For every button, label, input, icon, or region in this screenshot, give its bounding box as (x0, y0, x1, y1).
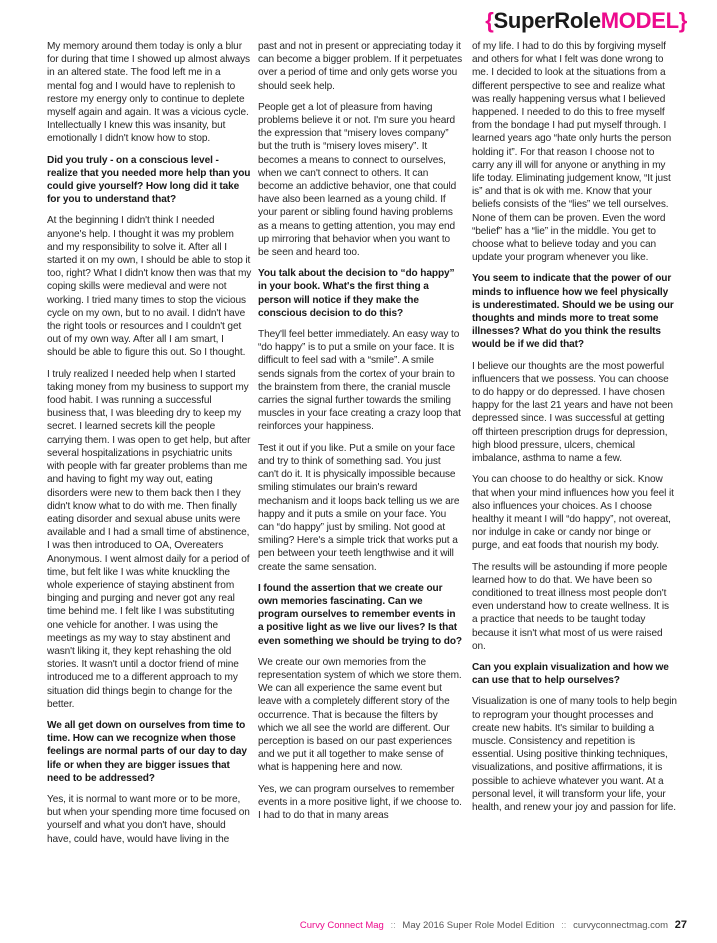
article-column-3 (472, 40, 677, 822)
article-column-2 (258, 40, 463, 830)
interview-answer: Yes, we can program ourselves to remember events in a more positive light, if we choose to. I had to do that in many areas (258, 783, 462, 821)
footer-website: curvyconnectmag.com (573, 920, 669, 931)
footer-magazine-name: Curvy Connect Mag (299, 920, 384, 931)
interview-answer: I believe our thoughts are the most powerful influencers that we possess. You can choose to do happy or do depressed. I have chosen happy for the last 21 years and have not been depressed since. I was successful at getting off thirteen prescription drugs for depression, high blood pressure, ulcers, chemical imbalance, asthma to name a few. (472, 360, 673, 465)
interview-answer: of my life. I had to do this by forgiving myself and others for what I felt was done wrong to me. I decided to look at the situations from a different perspective to see and realize what was really happening versus what I believed happened. I needed to do this to free myself from the bondage I had put myself through. I learned years ago “hate only hurts the person holding it”. For that reason I choose not to carry any ill will for anyone or anything in my life today. Eliminating judgement know, “It just is” and that is ok with me. Know that your beliefs consists of the “lies” we tell ourselves. None of them can be proven. Even the word “belief” has a “lie” in the middle. You get to choose what to believe today and you can update your program whenever you like. (472, 41, 672, 264)
interview-question: I found the assertion that we create our own memories fascinating. Can we program ourselves to remember events in a positive light as we live our lives? Is that even something we should be trying to do? (258, 582, 462, 647)
interview-question: Can you explain visualization and how we can use that to help ourselves? (472, 661, 669, 687)
interview-answer: At the beginning I didn't think I needed anyone's help. I thought it was my problem and my responsibility to solve it. After all I started it on my own, I should be able to stop it too, right? What I didn't know then was that my coping skills were medieval and were not working. I tried many times to stop the vicious cycle on my own, but to no avail. I didn't have the right tools or resources and I couldn't get out of my own way. After all I am smart, I should be able to figure this out. So I thought. (47, 215, 252, 359)
interview-question: We all get down on ourselves from time to time. How can we recognize when those feelings are normal parts of our day to day life or when they are bigger issues that need to be addressed? (47, 719, 247, 784)
article-column-1 (47, 40, 252, 854)
interview-answer: We create our own memories from the representation system of which we store them. We can all experience the same event but leave with a completely different story of the occurrence. That is because the filters by which we all see the world are different. Our perception is based on our past experiences and we put it all together to make sense of what is happening here and now. (258, 656, 462, 774)
brand-model-text: MODEL (600, 8, 679, 33)
interview-answer: They'll feel better immediately. An easy way to “do happy” is to put a smile on your face. It is difficult to feel sad with a “smile”. A smile sends signals from the cortex of your brain to the brainstem from there, the cranial muscle carries the signal further towards the smiling muscles in your face creating a crazy loop that reinforces your happiness. (258, 329, 461, 433)
interview-answer: past and not in present or appreciating today it can become a bigger problem. If it perpetuates over a period of time and only gets worse you should seek help. (258, 41, 463, 92)
interview-question: You seem to indicate that the power of our minds to influence how we feel physically is underestimated. Should we be using our thoughts and minds more to treat some illnesses? What do you think the results would be if we did that? (472, 273, 674, 351)
interview-answer: People get a lot of pleasure from having problems believe it or not. I'm sure you heard the expression that “misery loves company” but the truth is “misery loves misery”. It becomes a means to connect to ourselves, when we can't connect to others. It can become an addictive behavior, one that could have also been learned as a young child. If your parent or sibling found having problems as a means to getting attention, you may end up mirroring that behavior when you want to be seen and heard too. (258, 101, 457, 259)
footer-separator: :: (561, 920, 567, 931)
brand-close-brace: } (678, 8, 687, 33)
interview-answer: Visualization is one of many tools to help begin to reprogram your thought processes and create new habits. It's similar to building a muscle. Consistency and repetition is essential. Using positive thinking techniques, visualizations, and positive affirmations, it is possible to achieve whatever you want. At a personal level, it will transform your life, your health, and renew your joy and passion for life. (472, 696, 677, 813)
brand-open-brace: { (485, 8, 494, 33)
interview-answer: Yes, it is normal to want more or to be more, but when your spending more time focused on yourself and what you don't have, should have, could have, would have living in the (47, 793, 250, 845)
interview-answer: The results will be astounding if more people learned how to do that. We have been so conditioned to treat illness most people don't even understand how to create wellness. It is a practice that needs to be taught today because it isn't what most of us were raised on. (472, 561, 669, 652)
interview-question: You talk about the decision to “do happy” in your book. What's the first thing a person will notice if they make the conscious decision to do this? (258, 268, 455, 319)
footer-separator: :: (390, 920, 396, 931)
interview-question: Did you truly - on a conscious level - realize that you needed more help than you could give yourself? How long did it take for you to understand that? (47, 154, 251, 206)
brand-super-text: SuperRole (493, 8, 601, 33)
footer-edition: May 2016 Super Role Model Edition (402, 920, 555, 931)
interview-answer: My memory around them today is only a blur for during that time I showed up almost always in an altered state. The food left me in a mental fog and I would have to replenish to restore my energy only to continue to deplete myself again and again. It was a vicious cycle. Intellectually I knew this was insanity, but emotionally I didn't know how to stop. (47, 41, 250, 145)
interview-answer: I truly realized I needed help when I started taking money from my business to support my food habit. I was running a successful business that, I was bleeding dry to keep my secret. I learned secrets kill the people carrying them. I was open to get help, but after several hospitalizations in psychiatric units with people with far greater problems than me and having to fight my way out, eating disorders were new to them back then I they didn't know what to do with me. Then finally eating disorder and sexual abuse units were available and I had a small time of abstinence, I was then introduced to OA, Overeaters Anonymous. I went almost daily for a period of time, but felt like I was white knuckling the whole experience of staying abstinent from binging and purging and never got any real time behind me. I felt like I was substituting one vehicle for another. I was using the meetings as my way to stay abstinent and wasn't liking it, they kept rehashing the old stories. It wasn't until a doctor friend of mine introduced me to a different approach to my situation did things begin to change for the better. (47, 368, 251, 710)
footer-page-number: 27 (674, 919, 687, 931)
section-brand-title (485, 8, 687, 34)
interview-answer: You can choose to do healthy or sick. Know that when your mind influences how you feel it also influences your choices. As I choose healthy it meant I will “do happy”, not overeat, nor indulge in cake or candy nor binge or purge, and eat foods that nourish my body. (472, 474, 674, 552)
page-footer (300, 919, 687, 931)
interview-answer: Test it out if you like. Put a smile on your face and try to think of something sad. You just can't do it. It is physically impossible because smiling stimulates our brain's reward mechanism and it loops back telling us we are happy and it puts a smile on your face. You can “do happy” just by smiling. Not good at smiling? Here's a simple trick that works put a pen between your teeth lengthwise and it will create the same sensation. (258, 442, 460, 573)
